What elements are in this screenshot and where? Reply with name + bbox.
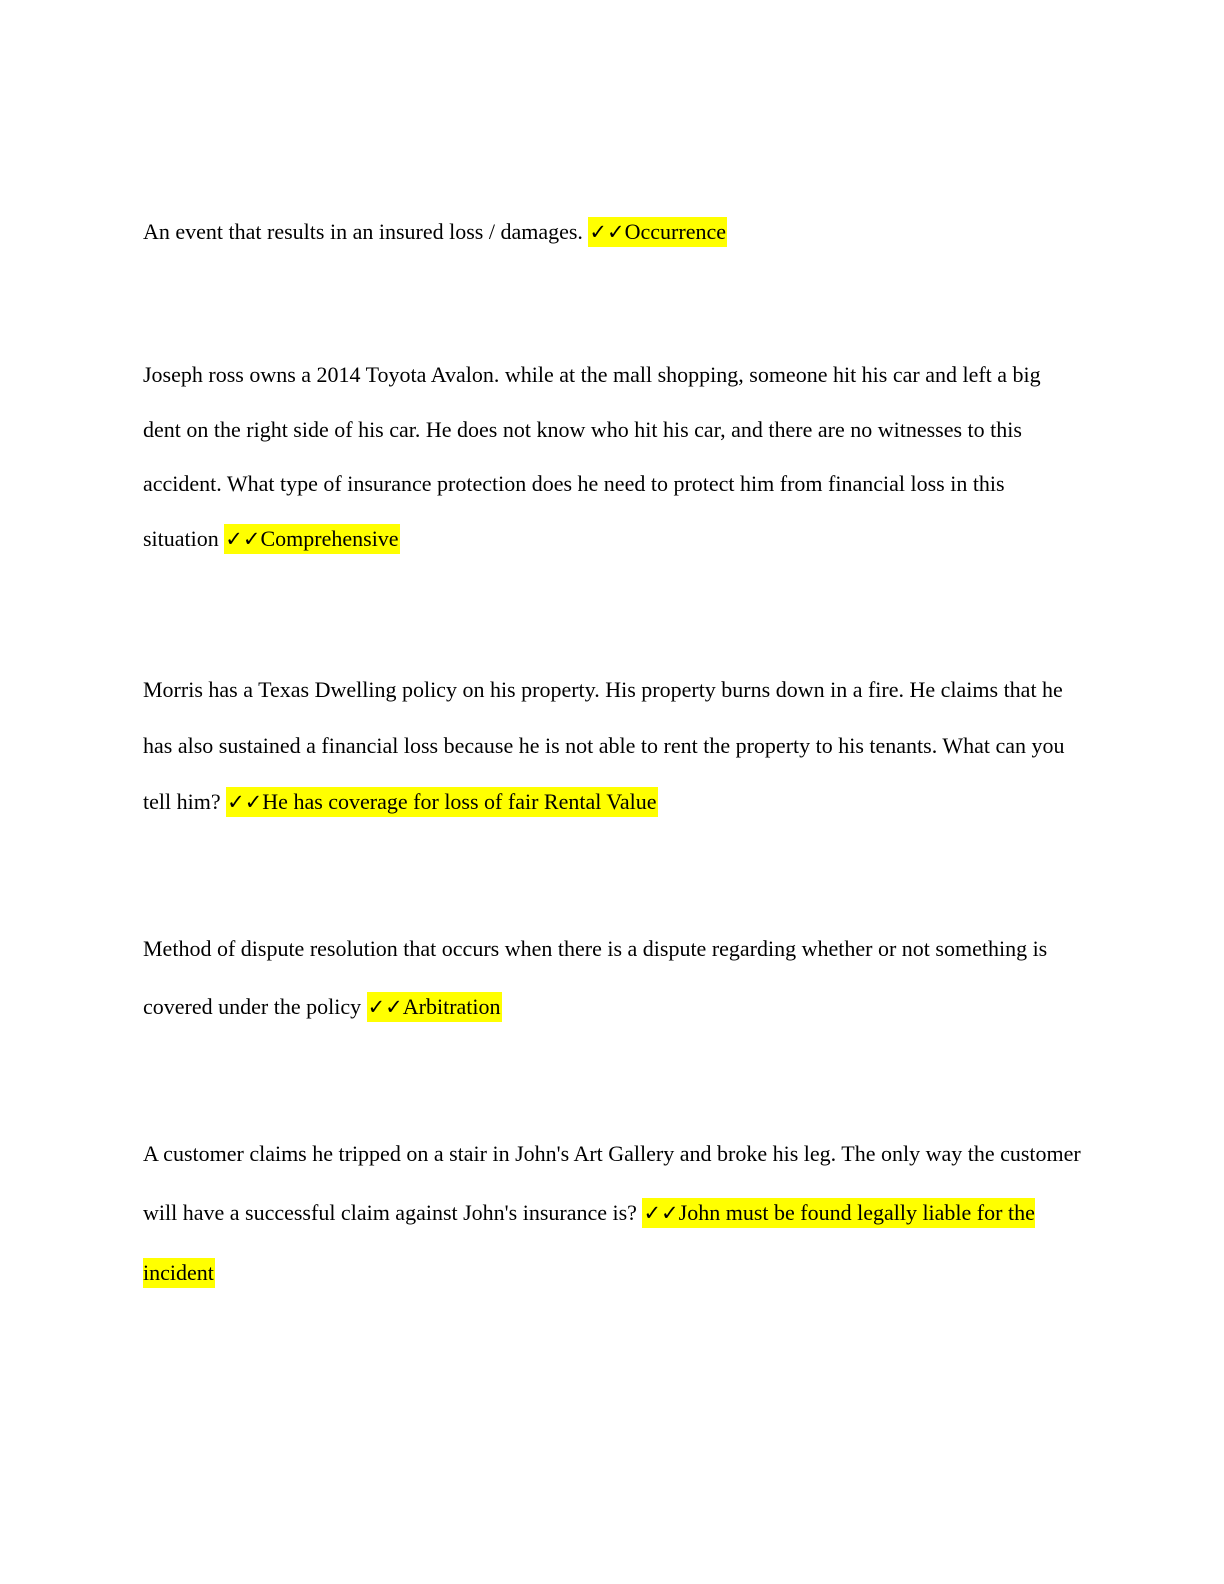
- question-3-text: Morris has a Texas Dwelling policy on his property. His property burns down in a fire. He claims that he has also sustained a financial loss because he is not able to rent the property to his tenants. What can you tell him?: [143, 677, 1065, 814]
- answer-3-text: He has coverage for loss of fair Rental Value: [262, 789, 657, 814]
- answer-5-text: John must be found legally liable for the incident: [143, 1200, 1035, 1285]
- double-check-icon: ✓✓: [589, 220, 625, 244]
- question-5: [143, 1124, 1083, 1302]
- question-4-text: Method of dispute resolution that occurs when there is a dispute regarding whether or not something is covered under the policy: [143, 936, 1048, 1019]
- answer-1-text: Occurrence: [624, 219, 726, 244]
- double-check-icon: ✓✓: [643, 1201, 679, 1225]
- answer-2-highlight: [224, 524, 399, 554]
- question-2: [143, 348, 1083, 566]
- question-1-text: An event that results in an insured loss / damages.: [143, 219, 589, 244]
- question-1: [143, 203, 1083, 261]
- answer-2-text: Comprehensive: [260, 525, 399, 551]
- question-5-text: A customer claims he tripped on a stair in John's Art Gallery and broke his leg. The only way the customer will have a successful claim against John's insurance is?: [143, 1141, 1081, 1225]
- answer-3-highlight: [226, 787, 657, 817]
- question-3: [143, 662, 1083, 830]
- answer-4-text: Arbitration: [402, 994, 501, 1019]
- answer-1-highlight: [588, 217, 727, 247]
- double-check-icon: ✓✓: [227, 790, 263, 814]
- question-4: [143, 920, 1083, 1036]
- double-check-icon: ✓✓: [225, 526, 261, 551]
- double-check-icon: ✓✓: [367, 995, 403, 1019]
- answer-4-highlight: [367, 992, 502, 1022]
- question-2-text: Joseph ross owns a 2014 Toyota Avalon. while at the mall shopping, someone hit his car and left a big dent on the right side of his car. He does not know who hit his car, and there are no witnesses to this accident. What type of insurance protection does he need to protect him from financial loss in this situation: [143, 362, 1041, 551]
